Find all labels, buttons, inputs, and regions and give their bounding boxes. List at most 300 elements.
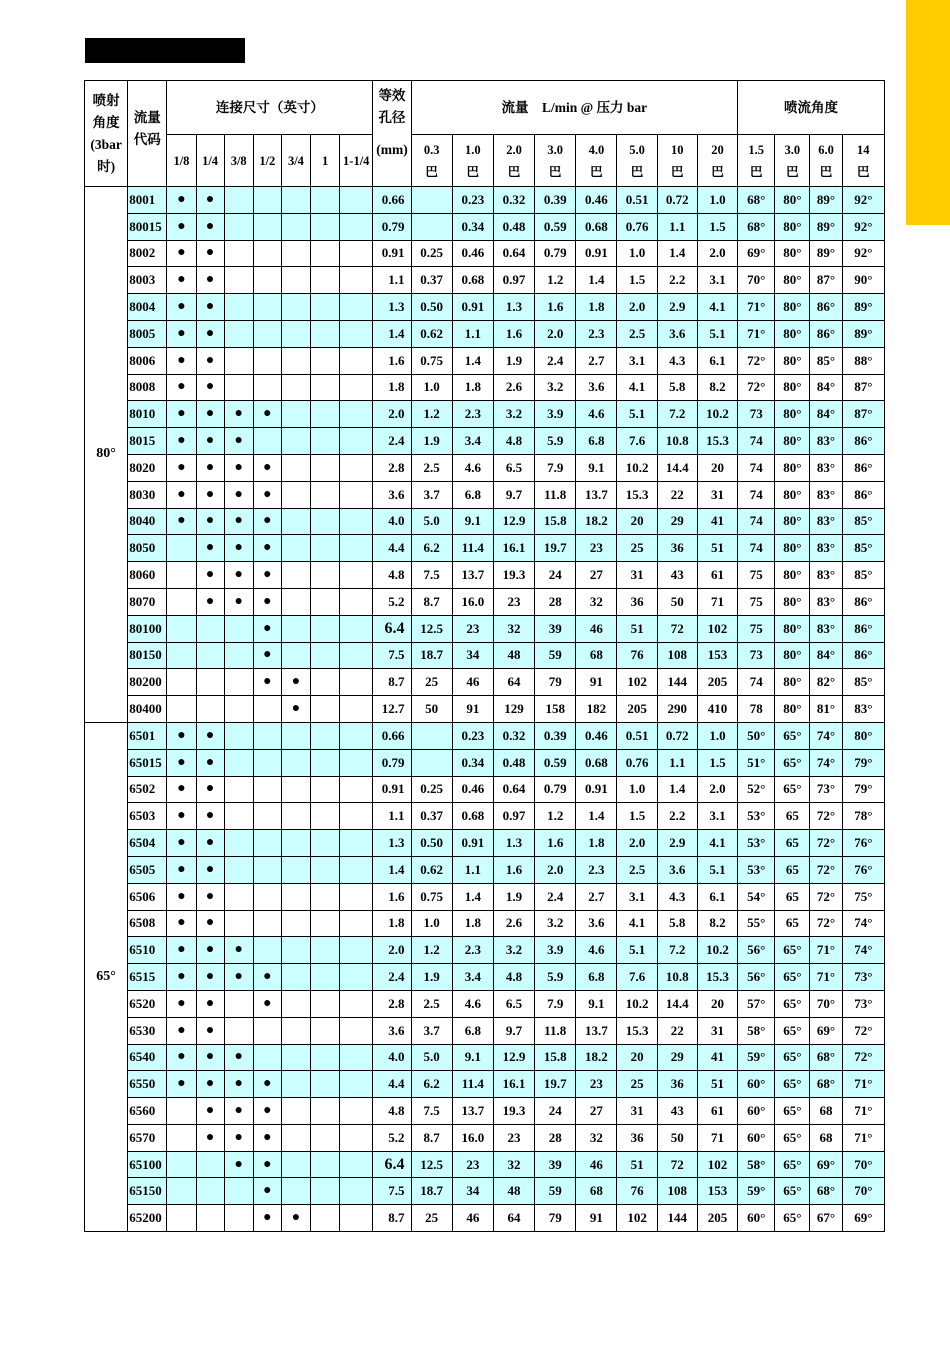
- flow-cell: 15.8: [535, 508, 576, 535]
- table-row: [85, 856, 885, 883]
- connection-empty-cell: [224, 669, 253, 696]
- table-row: [85, 1044, 885, 1071]
- flow-cell: 10.8: [657, 428, 697, 455]
- connection-available-dot: ●: [167, 937, 196, 964]
- flow-cell: 3.1: [617, 347, 657, 374]
- flow-cell: 0.32: [493, 187, 534, 214]
- flow-cell: 0.51: [617, 187, 657, 214]
- orifice-cell: 0.66: [373, 187, 411, 214]
- flow-cell: 27: [576, 1098, 617, 1125]
- jet-angle-cell: 60°: [738, 1098, 775, 1125]
- jet-angle-cell: 65°: [775, 1178, 810, 1205]
- connection-empty-cell: [281, 830, 310, 857]
- jet-angle-cell: 83°: [810, 588, 842, 615]
- flow-cell: 1.4: [657, 240, 697, 267]
- flow-cell: 3.7: [411, 1017, 452, 1044]
- connection-empty-cell: [311, 1044, 340, 1071]
- jet-angle-cell: 86°: [842, 615, 884, 642]
- flow-cell: 6.1: [697, 347, 737, 374]
- table-row: [85, 776, 885, 803]
- flow-cell: 1.5: [697, 213, 737, 240]
- flow-cell: 0.25: [411, 240, 452, 267]
- flow-cell: 7.2: [657, 937, 697, 964]
- connection-empty-cell: [311, 588, 340, 615]
- flow-cell: 1.8: [452, 374, 493, 401]
- jet-angle-cell: 85°: [842, 508, 884, 535]
- connection-empty-cell: [340, 615, 373, 642]
- jet-angle-cell: 80°: [775, 320, 810, 347]
- connection-empty-cell: [224, 856, 253, 883]
- connection-empty-cell: [340, 803, 373, 830]
- jet-angle-cell: 65°: [775, 990, 810, 1017]
- flow-cell: 102: [617, 669, 657, 696]
- flow-cell: 1.8: [576, 294, 617, 321]
- jet-angle-cell: 84°: [810, 642, 842, 669]
- connection-empty-cell: [281, 749, 310, 776]
- flow-code-cell: 8010: [128, 401, 167, 428]
- jet-angle-cell: 65°: [775, 1098, 810, 1125]
- connection-available-dot: ●: [196, 508, 224, 535]
- connection-empty-cell: [311, 856, 340, 883]
- connection-size-col: 1/4: [196, 135, 224, 187]
- flow-cell: 0.23: [452, 187, 493, 214]
- flow-cell: 4.1: [697, 294, 737, 321]
- flow-cell: 50: [657, 588, 697, 615]
- connection-empty-cell: [224, 642, 253, 669]
- connection-empty-cell: [311, 1151, 340, 1178]
- connection-empty-cell: [311, 294, 340, 321]
- flow-code-cell: 80400: [128, 696, 167, 723]
- flow-cell: 36: [657, 1071, 697, 1098]
- jet-angle-cell: 71°: [738, 294, 775, 321]
- connection-available-dot: ●: [224, 481, 253, 508]
- flow-cell: 2.7: [576, 347, 617, 374]
- flow-code-cell: 8005: [128, 320, 167, 347]
- connection-empty-cell: [340, 294, 373, 321]
- jet-angle-cell: 72°: [810, 830, 842, 857]
- connection-empty-cell: [281, 1151, 310, 1178]
- orifice-cell: 0.66: [373, 722, 411, 749]
- jet-angle-cell: 68°: [738, 213, 775, 240]
- flow-cell: 0.72: [657, 722, 697, 749]
- flow-cell: 0.91: [452, 830, 493, 857]
- flow-cell: 2.5: [617, 320, 657, 347]
- flow-cell: 15.3: [617, 1017, 657, 1044]
- flow-cell: 4.6: [452, 990, 493, 1017]
- flow-cell: 4.3: [657, 347, 697, 374]
- flow-cell: 0.64: [493, 240, 534, 267]
- jet-angle-cell: 65: [775, 910, 810, 937]
- connection-empty-cell: [167, 1178, 196, 1205]
- connection-empty-cell: [311, 615, 340, 642]
- connection-available-dot: ●: [167, 213, 196, 240]
- connection-empty-cell: [311, 803, 340, 830]
- flow-cell: 14.4: [657, 454, 697, 481]
- connection-available-dot: ●: [196, 294, 224, 321]
- connection-empty-cell: [196, 615, 224, 642]
- connection-available-dot: ●: [167, 1044, 196, 1071]
- orifice-cell: 1.4: [373, 320, 411, 347]
- jet-angle-cell: 72°: [842, 1044, 884, 1071]
- flow-cell: 1.0: [617, 240, 657, 267]
- jet-angle-cell: 89°: [810, 213, 842, 240]
- orifice-cell: 1.8: [373, 374, 411, 401]
- flow-cell: 102: [697, 615, 737, 642]
- flow-cell: 0.46: [576, 187, 617, 214]
- flow-cell: 11.4: [452, 1071, 493, 1098]
- orifice-cell: 1.6: [373, 347, 411, 374]
- flow-cell: 2.2: [657, 803, 697, 830]
- flow-cell: 29: [657, 1044, 697, 1071]
- orifice-cell: 5.2: [373, 588, 411, 615]
- connection-empty-cell: [253, 294, 281, 321]
- flow-cell: 2.6: [493, 374, 534, 401]
- jet-angle-cell: 85°: [810, 347, 842, 374]
- flow-code-cell: 80150: [128, 642, 167, 669]
- jet-pressure-col: 14 巴: [842, 135, 884, 187]
- connection-empty-cell: [311, 320, 340, 347]
- connection-available-dot: ●: [196, 213, 224, 240]
- flow-code-cell: 8040: [128, 508, 167, 535]
- connection-empty-cell: [253, 240, 281, 267]
- flow-cell: 4.1: [697, 830, 737, 857]
- jet-angle-cell: 86°: [842, 454, 884, 481]
- flow-cell: 5.9: [535, 428, 576, 455]
- jet-pressure-col: 1.5 巴: [738, 135, 775, 187]
- flow-cell: 0.48: [493, 213, 534, 240]
- table-row: [85, 374, 885, 401]
- flow-cell: 0.64: [493, 776, 534, 803]
- connection-empty-cell: [281, 401, 310, 428]
- connection-available-dot: ●: [196, 428, 224, 455]
- flow-cell: 7.9: [535, 990, 576, 1017]
- table-header: [85, 81, 885, 187]
- flow-cell: 5.1: [617, 401, 657, 428]
- flow-cell: 108: [657, 642, 697, 669]
- connection-size-col: 1: [311, 135, 340, 187]
- table-row: [85, 990, 885, 1017]
- connection-empty-cell: [224, 1178, 253, 1205]
- jet-angle-cell: 65°: [775, 964, 810, 991]
- connection-empty-cell: [281, 1017, 310, 1044]
- jet-angle-cell: 73°: [842, 964, 884, 991]
- jet-angle-cell: 65°: [775, 1044, 810, 1071]
- connection-available-dot: ●: [224, 1071, 253, 1098]
- jet-angle-cell: 70°: [810, 990, 842, 1017]
- flow-cell: 0.91: [576, 240, 617, 267]
- flow-cell: 2.0: [697, 240, 737, 267]
- jet-angle-cell: 80°: [775, 696, 810, 723]
- flow-cell: 1.0: [411, 910, 452, 937]
- jet-angle-cell: 68: [810, 1124, 842, 1151]
- flow-cell: 2.4: [535, 347, 576, 374]
- connection-empty-cell: [311, 428, 340, 455]
- jet-angle-cell: 65°: [775, 776, 810, 803]
- connection-empty-cell: [224, 990, 253, 1017]
- orifice-cell: 1.1: [373, 803, 411, 830]
- jet-angle-cell: 58°: [738, 1151, 775, 1178]
- connection-empty-cell: [253, 213, 281, 240]
- flow-cell: 7.5: [411, 1098, 452, 1125]
- connection-empty-cell: [196, 1151, 224, 1178]
- jet-angle-cell: 71°: [842, 1071, 884, 1098]
- flow-code-cell: 8008: [128, 374, 167, 401]
- flow-cell: 64: [493, 1205, 534, 1232]
- flow-cell: 0.46: [452, 240, 493, 267]
- connection-empty-cell: [311, 883, 340, 910]
- flow-cell: 46: [576, 615, 617, 642]
- connection-empty-cell: [281, 428, 310, 455]
- connection-empty-cell: [340, 508, 373, 535]
- flow-cell: 16.0: [452, 1124, 493, 1151]
- flow-cell: 1.0: [697, 187, 737, 214]
- jet-angle-cell: 69°: [738, 240, 775, 267]
- flow-cell: 51: [617, 615, 657, 642]
- jet-angle-cell: 69°: [810, 1017, 842, 1044]
- flow-code-header: 流量 代码: [128, 81, 167, 187]
- jet-angle-cell: 87°: [810, 267, 842, 294]
- flow-cell: 2.5: [411, 990, 452, 1017]
- connection-empty-cell: [311, 776, 340, 803]
- connection-empty-cell: [340, 722, 373, 749]
- connection-empty-cell: [311, 374, 340, 401]
- flow-cell: [411, 187, 452, 214]
- connection-available-dot: ●: [253, 508, 281, 535]
- flow-cell: 19.7: [535, 535, 576, 562]
- flow-code-cell: 8060: [128, 562, 167, 589]
- orifice-cell: 5.2: [373, 1124, 411, 1151]
- flow-cell: 0.76: [617, 749, 657, 776]
- flow-cell: 102: [697, 1151, 737, 1178]
- connection-empty-cell: [340, 240, 373, 267]
- jet-angle-cell: 83°: [810, 562, 842, 589]
- connection-available-dot: ●: [167, 240, 196, 267]
- jet-angle-cell: 75: [738, 615, 775, 642]
- flow-code-cell: 65100: [128, 1151, 167, 1178]
- connection-empty-cell: [340, 454, 373, 481]
- flow-cell: 23: [576, 535, 617, 562]
- connection-available-dot: ●: [196, 1098, 224, 1125]
- flow-cell: 23: [452, 615, 493, 642]
- table-row: [85, 320, 885, 347]
- flow-cell: 34: [452, 642, 493, 669]
- flow-cell: 10.8: [657, 964, 697, 991]
- flow-cell: 19.3: [493, 562, 534, 589]
- connection-empty-cell: [281, 642, 310, 669]
- flow-cell: [411, 213, 452, 240]
- jet-angle-cell: 86°: [842, 428, 884, 455]
- connection-empty-cell: [281, 1098, 310, 1125]
- flow-cell: 22: [657, 481, 697, 508]
- flow-cell: 25: [411, 669, 452, 696]
- jet-angle-cell: 72°: [738, 347, 775, 374]
- connection-empty-cell: [311, 722, 340, 749]
- flow-cell: 50: [411, 696, 452, 723]
- jet-angle-cell: 54°: [738, 883, 775, 910]
- jet-angle-cell: 86°: [842, 588, 884, 615]
- connection-empty-cell: [340, 562, 373, 589]
- connection-empty-cell: [281, 267, 310, 294]
- flow-cell: 31: [697, 1017, 737, 1044]
- jet-angle-cell: 60°: [738, 1205, 775, 1232]
- table-row: [85, 669, 885, 696]
- table-row: [85, 937, 885, 964]
- jet-angle-cell: 80°: [775, 615, 810, 642]
- connection-empty-cell: [253, 1044, 281, 1071]
- connection-empty-cell: [340, 588, 373, 615]
- orifice-cell: 1.3: [373, 830, 411, 857]
- flow-cell: 6.8: [576, 428, 617, 455]
- flow-cell: 50: [657, 1124, 697, 1151]
- table-row: [85, 1178, 885, 1205]
- connection-empty-cell: [311, 267, 340, 294]
- connection-available-dot: ●: [253, 615, 281, 642]
- jet-angle-cell: 83°: [810, 508, 842, 535]
- connection-empty-cell: [167, 669, 196, 696]
- flow-code-cell: 80100: [128, 615, 167, 642]
- connection-available-dot: ●: [196, 347, 224, 374]
- connection-empty-cell: [340, 187, 373, 214]
- connection-empty-cell: [281, 187, 310, 214]
- flow-cell: 46: [452, 1205, 493, 1232]
- connection-empty-cell: [281, 1124, 310, 1151]
- orifice-cell: 4.4: [373, 1071, 411, 1098]
- jet-angle-cell: 78: [738, 696, 775, 723]
- flow-cell: 2.4: [535, 883, 576, 910]
- connection-available-dot: ●: [224, 1151, 253, 1178]
- flow-cell: 12.5: [411, 615, 452, 642]
- flow-code-cell: 6506: [128, 883, 167, 910]
- flow-cell: 4.6: [576, 401, 617, 428]
- connection-available-dot: ●: [196, 588, 224, 615]
- connection-available-dot: ●: [253, 990, 281, 1017]
- jet-angle-cell: 65°: [775, 749, 810, 776]
- flow-cell: 5.9: [535, 964, 576, 991]
- connection-empty-cell: [311, 830, 340, 857]
- connection-available-dot: ●: [196, 320, 224, 347]
- connection-available-dot: ●: [167, 1017, 196, 1044]
- connection-empty-cell: [340, 213, 373, 240]
- flow-cell: 0.91: [576, 776, 617, 803]
- flow-code-cell: 8003: [128, 267, 167, 294]
- jet-angle-cell: 84°: [810, 401, 842, 428]
- connection-empty-cell: [340, 696, 373, 723]
- flow-cell: 144: [657, 669, 697, 696]
- jet-angle-cell: 71°: [842, 1124, 884, 1151]
- jet-angle-cell: 60°: [738, 1071, 775, 1098]
- connection-available-dot: ●: [167, 1071, 196, 1098]
- flow-cell: 61: [697, 1098, 737, 1125]
- flow-cell: 27: [576, 562, 617, 589]
- flow-cell: 1.4: [657, 776, 697, 803]
- flow-cell: 1.0: [697, 722, 737, 749]
- flow-cell: 32: [576, 588, 617, 615]
- flow-cell: 19.3: [493, 1098, 534, 1125]
- jet-angle-cell: 92°: [842, 187, 884, 214]
- connection-available-dot: ●: [253, 642, 281, 669]
- connection-available-dot: ●: [196, 883, 224, 910]
- flow-cell: 3.2: [493, 937, 534, 964]
- table-row: [85, 1205, 885, 1232]
- connection-available-dot: ●: [253, 562, 281, 589]
- flow-cell: 3.1: [697, 267, 737, 294]
- flow-cell: 5.1: [617, 937, 657, 964]
- jet-angle-cell: 71°: [738, 320, 775, 347]
- jet-angle-cell: 74: [738, 428, 775, 455]
- flow-cell: 18.2: [576, 1044, 617, 1071]
- flow-cell: 24: [535, 562, 576, 589]
- flow-cell: 5.0: [411, 1044, 452, 1071]
- jet-angle-cell: 80°: [775, 454, 810, 481]
- connection-empty-cell: [311, 642, 340, 669]
- flow-code-cell: 6508: [128, 910, 167, 937]
- connection-available-dot: ●: [253, 1151, 281, 1178]
- flow-cell: 46: [576, 1151, 617, 1178]
- flow-cell: 68: [576, 1178, 617, 1205]
- jet-angle-cell: 86°: [842, 642, 884, 669]
- orifice-cell: 4.0: [373, 1044, 411, 1071]
- connection-available-dot: ●: [196, 1044, 224, 1071]
- flow-cell: 7.2: [657, 401, 697, 428]
- flow-cell: 2.3: [452, 401, 493, 428]
- connection-empty-cell: [281, 803, 310, 830]
- flow-cell: 0.59: [535, 749, 576, 776]
- connection-empty-cell: [253, 696, 281, 723]
- connection-available-dot: ●: [253, 1124, 281, 1151]
- connection-available-dot: ●: [196, 240, 224, 267]
- jet-angle-cell: 67°: [810, 1205, 842, 1232]
- connection-empty-cell: [340, 964, 373, 991]
- connection-empty-cell: [340, 856, 373, 883]
- table-row: [85, 642, 885, 669]
- flow-cell: 6.8: [452, 481, 493, 508]
- flow-cell: 3.2: [493, 401, 534, 428]
- connection-empty-cell: [311, 347, 340, 374]
- connection-available-dot: ●: [167, 320, 196, 347]
- flow-cell: 0.97: [493, 267, 534, 294]
- orifice-cell: 2.4: [373, 964, 411, 991]
- connection-size-col: 3/4: [281, 135, 310, 187]
- jet-angle-cell: 80°: [775, 669, 810, 696]
- flow-cell: 10.2: [617, 990, 657, 1017]
- connection-available-dot: ●: [224, 454, 253, 481]
- connection-empty-cell: [281, 964, 310, 991]
- connection-empty-cell: [196, 696, 224, 723]
- table-row: [85, 722, 885, 749]
- connection-available-dot: ●: [196, 1124, 224, 1151]
- flow-cell: 64: [493, 669, 534, 696]
- connection-empty-cell: [281, 722, 310, 749]
- connection-empty-cell: [224, 803, 253, 830]
- connection-empty-cell: [253, 374, 281, 401]
- page-tab-marker: [906, 0, 950, 225]
- flow-cell: 0.91: [452, 294, 493, 321]
- connection-empty-cell: [340, 267, 373, 294]
- flow-cell: 23: [493, 588, 534, 615]
- flow-cell: 6.5: [493, 454, 534, 481]
- connection-empty-cell: [311, 1071, 340, 1098]
- connection-empty-cell: [196, 1205, 224, 1232]
- connection-empty-cell: [167, 562, 196, 589]
- flow-cell: 18.2: [576, 508, 617, 535]
- connection-empty-cell: [311, 240, 340, 267]
- connection-available-dot: ●: [196, 803, 224, 830]
- connection-available-dot: ●: [196, 267, 224, 294]
- flow-cell: 43: [657, 562, 697, 589]
- connection-empty-cell: [224, 320, 253, 347]
- connection-available-dot: ●: [167, 454, 196, 481]
- flow-cell: 205: [697, 1205, 737, 1232]
